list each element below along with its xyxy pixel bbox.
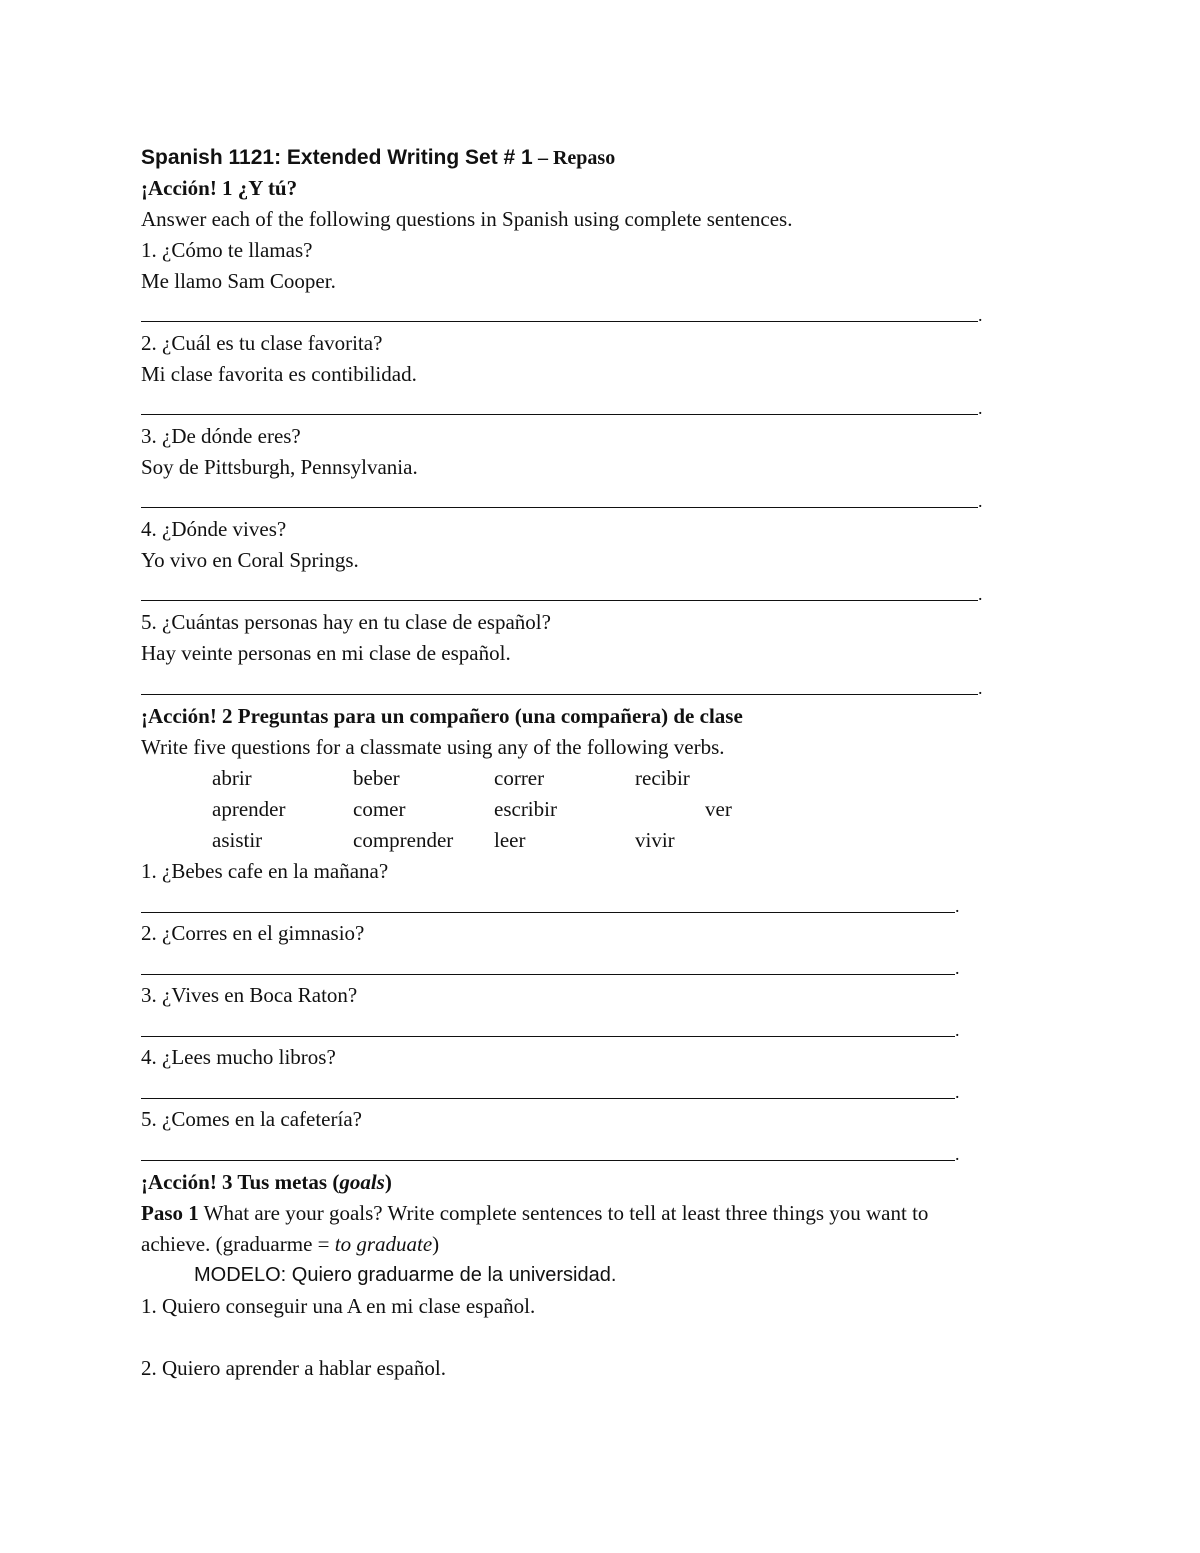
line-end-dot: . bbox=[978, 491, 983, 511]
section3-heading-end: ) bbox=[384, 1170, 392, 1194]
verb: correr bbox=[494, 766, 545, 790]
answer-line bbox=[141, 1036, 955, 1037]
line-end-dot: . bbox=[955, 1082, 960, 1102]
line-end-dot: . bbox=[955, 958, 960, 978]
title-tail: – Repaso bbox=[537, 147, 616, 169]
paso-1-line-2 bbox=[141, 1231, 439, 1257]
s1-question-5: 5. ¿Cuántas personas hay en tu clase de español? bbox=[141, 610, 551, 634]
line-end-dot: . bbox=[978, 584, 983, 604]
title-main: Spanish 1121: Extended Writing Set # 1 bbox=[141, 146, 533, 169]
verb: escribir bbox=[494, 797, 557, 821]
section2-heading: ¡Acción! 2 Preguntas para un compañero (una compañera) de clase bbox=[141, 704, 743, 728]
s1-question-1: 1. ¿Cómo te llamas? bbox=[141, 238, 313, 262]
verb: comprender bbox=[353, 828, 454, 852]
line-end-dot: . bbox=[978, 305, 983, 325]
line-end-dot: . bbox=[978, 678, 983, 698]
answer-line bbox=[141, 414, 978, 415]
section3-heading bbox=[141, 1169, 392, 1195]
answer-line bbox=[141, 1160, 955, 1161]
paso-text2-end: ) bbox=[432, 1232, 440, 1256]
paso-1-line bbox=[141, 1200, 928, 1226]
verb: abrir bbox=[212, 766, 252, 790]
paso-text2-italic: to graduate bbox=[334, 1232, 433, 1256]
s3-goal-1: 1. Quiero conseguir una A en mi clase español. bbox=[141, 1294, 536, 1318]
verb: leer bbox=[494, 828, 526, 852]
verb: comer bbox=[353, 797, 406, 821]
s1-answer-4: Yo vivo en Coral Springs. bbox=[141, 548, 359, 572]
s2-question-4: 4. ¿Lees mucho libros? bbox=[141, 1045, 336, 1069]
verb: aprender bbox=[212, 797, 286, 821]
answer-line bbox=[141, 600, 978, 601]
paso-text2-start: achieve. (graduarme = bbox=[141, 1232, 335, 1256]
s3-goal-2: 2. Quiero aprender a hablar español. bbox=[141, 1356, 446, 1380]
answer-line bbox=[141, 694, 978, 695]
answer-line bbox=[141, 321, 978, 322]
line-end-dot: . bbox=[955, 1144, 960, 1164]
answer-line bbox=[141, 912, 955, 913]
verb: vivir bbox=[635, 828, 675, 852]
section1-heading: ¡Acción! 1 ¿Y tú? bbox=[141, 176, 298, 200]
section3-heading-goals: goals bbox=[339, 1170, 385, 1194]
verb: recibir bbox=[635, 766, 690, 790]
verb: ver bbox=[705, 797, 732, 821]
document-title bbox=[141, 144, 615, 171]
s1-answer-3: Soy de Pittsburgh, Pennsylvania. bbox=[141, 455, 418, 479]
answer-line bbox=[141, 507, 978, 508]
line-end-dot: . bbox=[978, 398, 983, 418]
s1-question-4: 4. ¿Dónde vives? bbox=[141, 517, 287, 541]
s2-question-5: 5. ¿Comes en la cafetería? bbox=[141, 1107, 362, 1131]
section2-instructions: Write five questions for a classmate using any of the following verbs. bbox=[141, 735, 725, 759]
answer-line bbox=[141, 974, 955, 975]
line-end-dot: . bbox=[955, 1020, 960, 1040]
s2-question-3: 3. ¿Vives en Boca Raton? bbox=[141, 983, 358, 1007]
s2-question-1: 1. ¿Bebes cafe en la mañana? bbox=[141, 859, 389, 883]
s1-answer-1: Me llamo Sam Cooper. bbox=[141, 269, 336, 293]
s1-question-3: 3. ¿De dónde eres? bbox=[141, 424, 301, 448]
s2-question-2: 2. ¿Corres en el gimnasio? bbox=[141, 921, 365, 945]
s1-answer-5: Hay veinte personas en mi clase de español. bbox=[141, 641, 511, 665]
verb: asistir bbox=[212, 828, 263, 852]
answer-line bbox=[141, 1098, 955, 1099]
s1-answer-2: Mi clase favorita es contibilidad. bbox=[141, 362, 417, 386]
modelo-example: MODELO: Quiero graduarme de la universidad. bbox=[194, 1264, 617, 1286]
section3-heading-start: ¡Acción! 3 Tus metas ( bbox=[141, 1170, 340, 1194]
section1-instructions: Answer each of the following questions in Spanish using complete sentences. bbox=[141, 207, 793, 231]
paso-label: Paso 1 bbox=[141, 1201, 199, 1225]
s1-question-2: 2. ¿Cuál es tu clase favorita? bbox=[141, 331, 383, 355]
line-end-dot: . bbox=[955, 896, 960, 916]
verb: beber bbox=[353, 766, 400, 790]
paso-text: What are your goals? Write complete sentences to tell at least three things you want to bbox=[198, 1201, 929, 1225]
